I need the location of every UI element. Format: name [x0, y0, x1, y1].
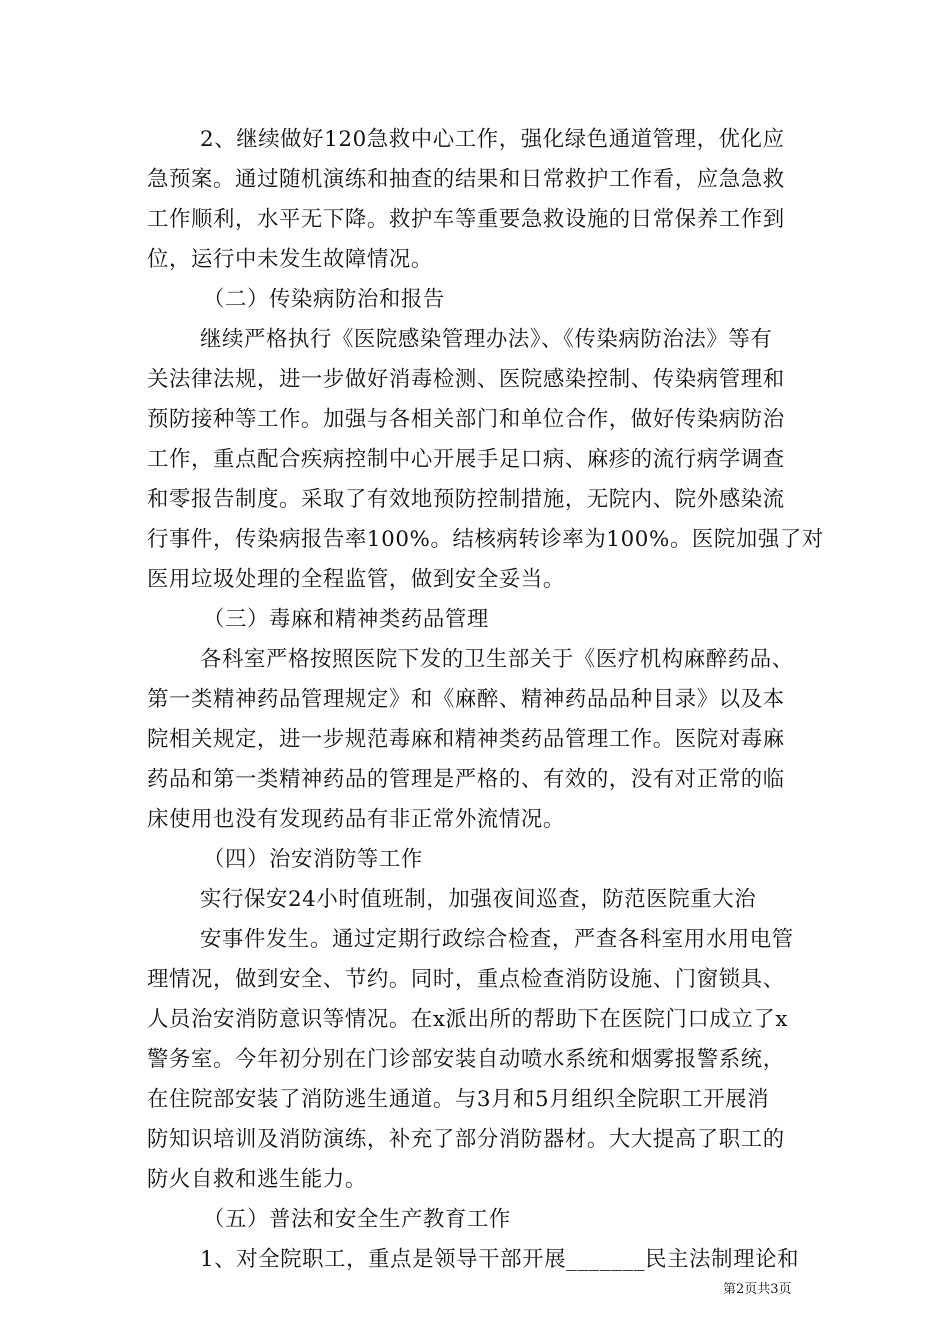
paragraph-line: 理情况，做到安全、节约。同时，重点检查消防设施、门窗锁具、 — [147, 967, 785, 992]
paragraph-line: 在住院部安装了消防逃生通道。与3月和5月组织全院职工开展消 — [147, 1087, 770, 1112]
paragraph-line: 人员治安消防意识等情况。在x派出所的帮助下在医院门口成立了x — [147, 1007, 789, 1032]
paragraph-line: 安事件发生。通过定期行政综合检查，严查各科室用水用电管 — [200, 927, 794, 952]
paragraph-line: 急预案。通过随机演练和抽查的结果和日常救护工作看，应急急救 — [147, 167, 785, 192]
paragraph-line: 工作顺利，水平无下降。救护车等重要急救设施的日常保养工作到 — [147, 207, 785, 232]
section-heading: （四）治安消防等工作 — [203, 847, 423, 872]
paragraph-line: 床使用也没有发现药品有非正常外流情况。 — [147, 807, 565, 832]
paragraph-line: 警务室。今年初分别在门诊部安装自动喷水系统和烟雾报警系统， — [147, 1047, 785, 1072]
paragraph-line: 关法律法规，进一步做好消毒检测、医院感染控制、传染病管理和 — [147, 367, 785, 392]
paragraph-line: 第一类精神药品管理规定》和《麻醉、精神药品品种目录》以及本 — [147, 687, 785, 712]
paragraph-line: 位，运行中未发生故障情况。 — [147, 247, 433, 272]
paragraph-line: 防火自救和逃生能力。 — [147, 1167, 367, 1192]
section-heading: （三）毒麻和精神类药品管理 — [203, 607, 489, 632]
paragraph-line: 各科室严格按照医院下发的卫生部关于《医疗机构麻醉药品、 — [200, 647, 794, 672]
paragraph-line: 1、对全院职工，重点是领导干部开展_______民主法制理论和 — [200, 1247, 800, 1272]
paragraph-line: 和零报告制度。采取了有效地预防控制措施，无院内、院外感染流 — [147, 487, 785, 512]
paragraph-line: 行事件，传染病报告率100%。结核病转诊率为100%。医院加强了对 — [147, 527, 824, 552]
page-number-footer: 第2页共3页 — [723, 1282, 792, 1297]
paragraph-line: 药品和第一类精神药品的管理是严格的、有效的，没有对正常的临 — [147, 767, 785, 792]
paragraph-line: 预防接种等工作。加强与各相关部门和单位合作，做好传染病防治 — [147, 407, 785, 432]
paragraph-line: 实行保安24小时值班制，加强夜间巡查，防范医院重大治 — [200, 887, 757, 912]
section-heading: （五）普法和安全生产教育工作 — [203, 1207, 511, 1232]
paragraph-line: 工作，重点配合疾病控制中心开展手足口病、麻疹的流行病学调查 — [147, 447, 785, 472]
paragraph-line: 防知识培训及消防演练，补充了部分消防器材。大大提高了职工的 — [147, 1127, 785, 1152]
paragraph-line: 医用垃圾处理的全程监管，做到安全妥当。 — [147, 567, 565, 592]
paragraph-line: 2、继续做好120急救中心工作，强化绿色通道管理，优化应 — [200, 127, 785, 152]
section-heading: （二）传染病防治和报告 — [203, 287, 445, 312]
paragraph-line: 院相关规定，进一步规范毒麻和精神类药品管理工作。医院对毒麻 — [147, 727, 785, 752]
paragraph-line: 继续严格执行《医院感染管理办法》、《传染病防治法》等有 — [200, 327, 773, 352]
